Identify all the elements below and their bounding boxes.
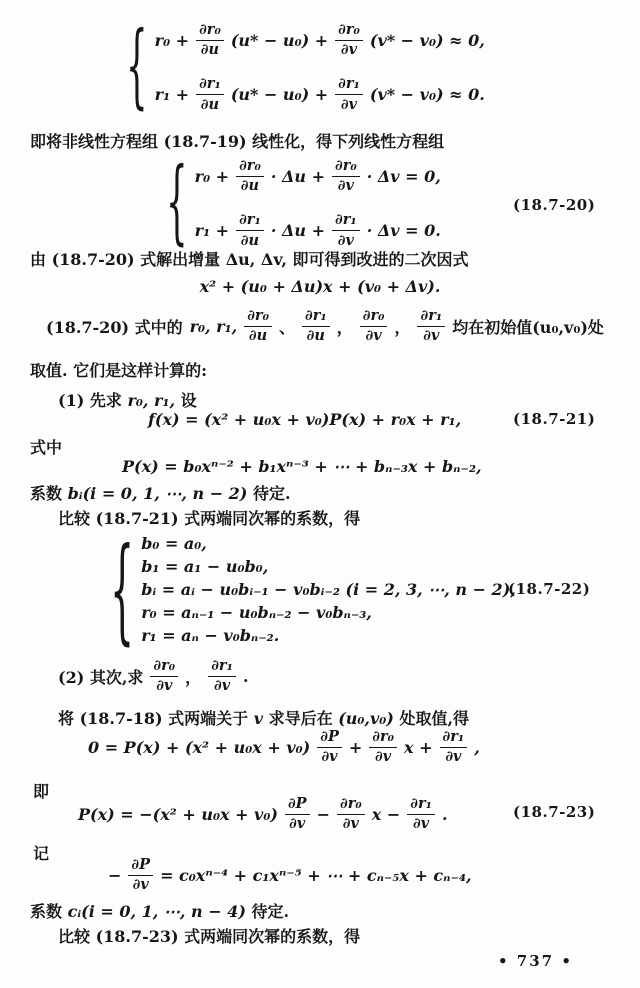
- fraction-numerator: ∂r₁: [440, 729, 468, 748]
- equation-line: [155, 22, 485, 58]
- fraction: [335, 76, 363, 112]
- fraction: [244, 308, 272, 344]
- fraction-denominator: ∂v: [340, 41, 358, 59]
- math-text: v: [253, 709, 264, 728]
- paragraph: [30, 483, 291, 505]
- equation-number: (18.7-23): [513, 803, 596, 821]
- equation: [88, 729, 480, 765]
- math-text: · Δu +: [270, 221, 325, 241]
- equation-system-a: [126, 13, 485, 122]
- fraction-numerator: ∂P: [128, 857, 153, 876]
- paragraph: 取值. 它们是这样计算的:: [30, 361, 208, 380]
- equation-system-a-lines: [155, 22, 485, 113]
- text: .: [242, 666, 249, 686]
- fraction-denominator: ∂u: [200, 41, 220, 59]
- equation-number: (18.7-22): [508, 580, 591, 598]
- fraction-numerator: ∂r₁: [332, 212, 360, 231]
- fraction-denominator: ∂v: [445, 748, 462, 766]
- math-text: .: [442, 804, 448, 824]
- paragraph: 比较 (18.7-21) 式两端同次幂的系数，得: [58, 509, 361, 528]
- equation-system-22-lines: [141, 533, 516, 646]
- equation-line: r₁ = aₙ − v₀bₙ₋₂.: [141, 626, 280, 645]
- math-text: = c₀xⁿ⁻⁴ + c₁xⁿ⁻⁵ + ⋯ + cₙ₋₅x + cₙ₋₄,: [160, 865, 472, 885]
- math-text: +: [348, 737, 363, 757]
- fraction-denominator: ∂v: [342, 815, 359, 833]
- paragraph-with-fractions: [46, 308, 604, 344]
- fraction: [407, 796, 435, 832]
- math-text: 0 = P(x) + (x² + u₀x + v₀): [88, 737, 311, 757]
- equation: [108, 857, 472, 893]
- text: 将 (18.7-18) 式两端关于: [58, 709, 249, 728]
- fraction-denominator: ∂v: [132, 876, 149, 894]
- fraction: [208, 658, 236, 694]
- equation: f(x) = (x² + u₀x + v₀)P(x) + r₀x + r₁,: [148, 410, 462, 429]
- paragraph: [58, 390, 197, 412]
- fraction-denominator: ∂v: [156, 677, 173, 695]
- fraction-denominator: ∂v: [340, 95, 358, 113]
- fraction-denominator: ∂u: [200, 95, 220, 113]
- math-text: bᵢ(i = 0, 1, ⋯, n − 2): [67, 484, 248, 503]
- fraction-numerator: ∂r₁: [417, 308, 445, 327]
- fraction-denominator: ∂v: [337, 231, 354, 249]
- math-text: (u* − u₀) +: [230, 30, 329, 50]
- text: 均在初始值(u₀,v₀)处: [452, 317, 604, 337]
- equation: P(x) = b₀xⁿ⁻² + b₁xⁿ⁻³ + ⋯ + bₙ₋₃x + bₙ₋₂,: [122, 457, 482, 476]
- text: 待定.: [251, 902, 290, 921]
- fraction-numerator: ∂r₀: [335, 22, 363, 41]
- text: (1) 先求: [58, 391, 122, 410]
- fraction-denominator: ∂v: [423, 327, 440, 345]
- left-brace-icon: {: [110, 523, 135, 656]
- fraction-numerator: ∂P: [285, 796, 310, 815]
- equation-system-20-lines: [195, 158, 441, 249]
- fraction-denominator: ∂u: [240, 177, 260, 195]
- equation-line: r₀ = aₙ₋₁ − u₀bₙ₋₂ − v₀bₙ₋₃,: [141, 603, 372, 622]
- fraction-numerator: ∂r₀: [360, 308, 388, 327]
- math-text: −: [316, 804, 330, 824]
- fraction: [236, 212, 264, 248]
- text: (18.7-20) 式中的: [46, 317, 183, 337]
- left-brace-icon: {: [166, 149, 188, 258]
- equation: x² + (u₀ + Δu)x + (v₀ + Δv).: [199, 277, 441, 296]
- math-text: x +: [404, 737, 433, 757]
- fraction-numerator: ∂r₀: [150, 658, 178, 677]
- equation-line: [155, 76, 485, 112]
- fraction: [417, 308, 445, 344]
- fraction-numerator: ∂r₁: [196, 76, 224, 95]
- paragraph: 即: [33, 782, 50, 801]
- text: 求导后在: [268, 709, 333, 728]
- equation-line: [195, 212, 441, 248]
- paragraph: 由 (18.7-20) 式解出增量 Δu, Δv, 即可得到改进的二次因式: [30, 250, 469, 269]
- fraction: [128, 857, 153, 893]
- fraction: [196, 22, 224, 58]
- fraction-numerator: ∂r₀: [369, 729, 397, 748]
- fraction: [302, 308, 330, 344]
- fraction-denominator: ∂u: [240, 231, 260, 249]
- left-brace-icon: {: [126, 13, 148, 122]
- math-text: x −: [371, 804, 401, 824]
- math-text: (u₀,v₀): [338, 709, 394, 728]
- math-text: cᵢ(i = 0, 1, ⋯, n − 4): [67, 902, 246, 921]
- math-text: (v* − v₀) ≈ 0,: [369, 30, 485, 50]
- paragraph: 比较 (18.7-23) 式两端同次幂的系数，得: [58, 927, 361, 946]
- fraction: [335, 22, 363, 58]
- math-text: r₀, r₁,: [189, 316, 238, 336]
- fraction: [360, 308, 388, 344]
- fraction-numerator: ∂r₀: [196, 22, 224, 41]
- separator: ，: [336, 317, 353, 337]
- text: 系数: [30, 902, 63, 921]
- page-number: • 737 •: [498, 952, 573, 970]
- paragraph: 记: [33, 844, 50, 863]
- separator: ，: [394, 317, 411, 337]
- fraction: [369, 729, 397, 765]
- equation-line: b₀ = a₀,: [141, 534, 207, 553]
- fraction-numerator: ∂P: [317, 729, 342, 748]
- fraction-denominator: ∂u: [306, 327, 325, 345]
- math-text: (v* − v₀) ≈ 0.: [369, 85, 485, 105]
- math-text: r₁ +: [194, 221, 230, 241]
- paragraph: 即将非线性方程组 (18.7-19) 线性化，得下列线性方程组: [30, 132, 445, 151]
- fraction: [285, 796, 310, 832]
- text: 设: [180, 391, 197, 410]
- text: 待定.: [252, 484, 291, 503]
- text: (2) 其次,求: [58, 667, 144, 687]
- equation-line: [195, 158, 441, 194]
- fraction-numerator: ∂r₁: [335, 76, 363, 95]
- paragraph: 式中: [30, 438, 63, 457]
- fraction: [150, 658, 178, 694]
- text: 系数: [30, 484, 63, 503]
- fraction: [317, 729, 342, 765]
- fraction-denominator: ∂v: [365, 327, 382, 345]
- math-text: r₀ +: [154, 30, 190, 50]
- fraction: [236, 158, 264, 194]
- fraction-denominator: ∂v: [321, 748, 338, 766]
- equation-system-20: [166, 149, 441, 258]
- fraction: [337, 796, 365, 832]
- fraction: [440, 729, 468, 765]
- math-text: P(x) = −(x² + u₀x + v₀): [78, 804, 278, 824]
- fraction-numerator: ∂r₀: [337, 796, 365, 815]
- fraction-denominator: ∂u: [248, 327, 268, 345]
- fraction-numerator: ∂r₀: [236, 158, 264, 177]
- math-text: r₁ +: [154, 85, 190, 105]
- fraction-denominator: ∂v: [213, 677, 231, 695]
- fraction: [196, 76, 224, 112]
- math-text: · Δv = 0.: [366, 221, 441, 241]
- equation-number: (18.7-20): [513, 196, 596, 214]
- fraction-numerator: ∂r₁: [302, 308, 330, 327]
- fraction-denominator: ∂v: [375, 748, 392, 766]
- text: 处取值,得: [399, 709, 470, 728]
- fraction-numerator: ∂r₁: [407, 796, 435, 815]
- fraction-numerator: ∂r₀: [244, 308, 272, 327]
- math-text: −: [108, 865, 122, 885]
- fraction-denominator: ∂v: [413, 815, 430, 833]
- math-text: · Δv = 0,: [366, 166, 441, 186]
- equation-number: (18.7-21): [513, 410, 596, 428]
- math-text: (u* − u₀) +: [230, 85, 329, 105]
- fraction-numerator: ∂r₁: [208, 658, 236, 677]
- equation: [78, 796, 448, 832]
- paragraph: [58, 708, 469, 730]
- math-text: · Δu +: [270, 166, 325, 186]
- paragraph: [30, 901, 289, 923]
- fraction: [332, 158, 360, 194]
- fraction-numerator: ∂r₀: [332, 158, 360, 177]
- fraction-denominator: ∂v: [289, 815, 306, 833]
- separator: ，: [185, 667, 202, 687]
- math-text: r₀, r₁,: [127, 391, 176, 410]
- math-text: r₀ +: [194, 166, 230, 186]
- equation-line: b₁ = a₁ − u₀b₀,: [141, 557, 269, 576]
- fraction-denominator: ∂v: [337, 177, 354, 195]
- paragraph-with-fractions: [58, 658, 249, 694]
- math-text: ,: [474, 737, 480, 757]
- fraction-numerator: ∂r₁: [236, 212, 264, 231]
- equation-system-22: [110, 523, 516, 656]
- equation-line: bᵢ = aᵢ − u₀bᵢ₋₁ − v₀bᵢ₋₂ (i = 2, 3, ⋯, n − 2),: [141, 580, 516, 599]
- separator: 、: [278, 317, 295, 337]
- fraction: [332, 212, 360, 248]
